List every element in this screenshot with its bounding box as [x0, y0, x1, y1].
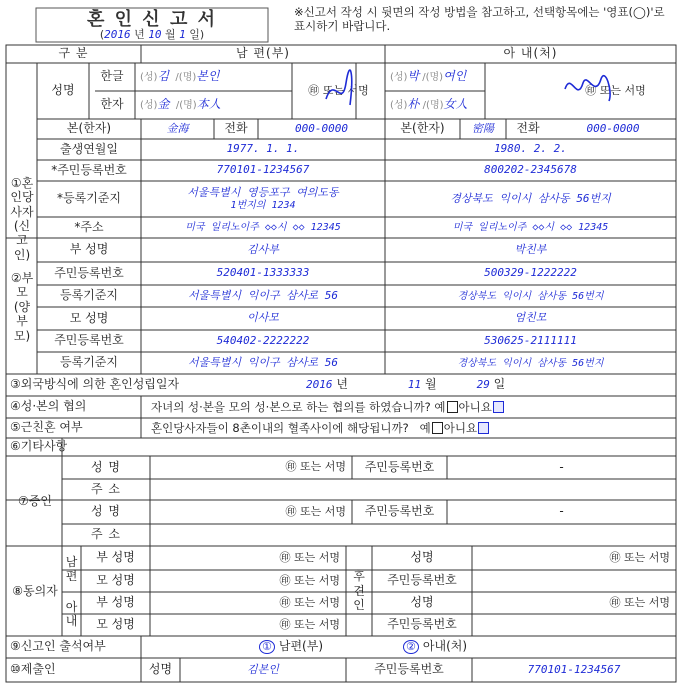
consent-husband-mother-label: 모 성명	[96, 573, 135, 588]
submitter-rrn-label: 주민등록번호	[374, 662, 444, 677]
surname-agreement-no-label: 아니요	[458, 399, 492, 414]
wife-reg[interactable]: 경상북도 익이시 삼사동 56번지	[450, 191, 611, 205]
foreign-date-value[interactable]	[266, 374, 676, 396]
guardian2-rrn-label: 주민등록번호	[387, 617, 457, 632]
husband-father-rrn[interactable]: 520401-1333333	[216, 266, 310, 280]
surname-prefix: (성)	[390, 71, 408, 83]
foreign-year-unit: 년	[336, 377, 348, 392]
guardian1-sign[interactable]: ㊞ 또는 서명	[609, 550, 670, 564]
husband-signature[interactable]	[292, 63, 385, 119]
hangul-label: 한글	[100, 69, 124, 84]
name-label: 성명	[51, 83, 75, 98]
witness2-address-label: 주 소	[91, 527, 121, 542]
guardian2-sign[interactable]: ㊞ 또는 서명	[609, 595, 670, 609]
kinship-row	[141, 418, 676, 438]
attendance-option2-mark[interactable]: ②	[403, 640, 419, 654]
witness2-rrn[interactable]: -	[559, 504, 564, 519]
wife-address[interactable]: 미국 일리노이주 ◇◇시 ◇◇ 12345	[452, 222, 609, 233]
surname-prefix: (성)	[140, 99, 158, 111]
husband-mother-name[interactable]: 이사모	[247, 311, 279, 325]
husband-father-name[interactable]: 김사부	[247, 242, 279, 256]
attendance-option1: 남편(부)	[278, 639, 324, 654]
kinship-question: 혼인당사자들이 8촌이내의 혈족사이에 해당됩니까?	[151, 420, 409, 435]
surname-agreement-yes-checkbox[interactable]	[447, 401, 458, 413]
husband-reg-line1: 서울특별시 영등포구 여의도동	[187, 186, 339, 200]
wife-surname-hangul: 박	[407, 69, 420, 84]
report-day: 1	[179, 28, 186, 41]
hanja-label: 한자	[100, 97, 124, 112]
wife-father-reg[interactable]: 경상북도 익이시 삼사동 56번지	[457, 290, 604, 302]
wife-father-rrn[interactable]: 500329-1222222	[484, 266, 577, 280]
wife-phone-label: 전화	[516, 121, 540, 136]
given-prefix: /(명)	[422, 99, 444, 111]
husband-phone-label: 전화	[224, 121, 248, 136]
column-wife-header: 아 내(처)	[503, 46, 558, 61]
submitter-name[interactable]: 김본인	[247, 662, 279, 676]
kinship-label: ⑤근친혼 여부	[10, 420, 83, 435]
husband-phone[interactable]: 000-0000	[295, 121, 348, 135]
report-month: 10	[148, 28, 162, 41]
submitter-label: ⑩제출인	[10, 662, 56, 677]
wife-hanja-name[interactable]	[386, 91, 485, 119]
kinship-yes-label: 예	[419, 420, 431, 435]
husband-hanja-name[interactable]	[136, 91, 292, 119]
consent-husband-label: 남편	[65, 554, 78, 583]
witness-section-label: ⑦증인	[18, 493, 52, 508]
guardian2-name-label: 성명	[410, 595, 434, 610]
wife-mother-reg[interactable]: 경상북도 익이시 삼사동 56번지	[457, 357, 604, 369]
wife-rrn[interactable]: 800202-2345678	[484, 163, 577, 177]
report-date-open: (	[99, 28, 105, 41]
column-section-header: 구 분	[58, 46, 89, 61]
husband-sign-label: ㊞ 또는 서명	[308, 83, 369, 97]
wife-bon[interactable]: 密陽	[472, 121, 494, 135]
father-rrn-label: 주민등록번호	[54, 265, 124, 280]
attendance-option1-mark[interactable]: ①	[259, 640, 275, 654]
mother-rrn-label: 주민등록번호	[54, 333, 124, 348]
given-prefix: /(명)	[175, 71, 197, 83]
foreign-day-unit: 일	[493, 377, 506, 392]
wife-surname-hanja: 朴	[407, 97, 420, 112]
surname-agreement-yes-label: 예	[434, 399, 446, 414]
kinship-yes-checkbox[interactable]	[432, 422, 443, 434]
wife-given-hangul: 여인	[443, 69, 467, 84]
wife-signature-mark	[561, 69, 617, 109]
husband-reg-line2: 1번지의 1234	[230, 199, 296, 211]
surname-agreement-label: ④성·본의 협의	[10, 399, 87, 414]
guardian1-rrn-label: 주민등록번호	[387, 573, 457, 588]
foreign-month-unit: 월	[425, 377, 437, 392]
wife-hangul-name[interactable]	[386, 63, 485, 91]
husband-hangul-name[interactable]	[136, 63, 292, 91]
instruction-note: ※신고서 작성 시 뒷면의 작성 방법을 참고하고, 선택항목에는 '영표(◯)'로 표시하기 바랍니다.	[294, 6, 665, 33]
guardian-label: 후견인	[353, 569, 365, 613]
reg-label: *등록기준지	[57, 191, 121, 206]
parents-section-label: ②부모(양부모)	[10, 271, 34, 343]
report-date	[40, 28, 264, 42]
surname-prefix: (성)	[140, 71, 158, 83]
form-title: 혼 인 신 고 서	[86, 9, 217, 31]
wife-mother-name[interactable]: 엄친모	[514, 311, 547, 325]
given-prefix: /(명)	[422, 71, 444, 83]
consent-wife-mother-sign[interactable]: ㊞ 또는 서명	[279, 617, 340, 631]
husband-signature-mark	[320, 69, 360, 113]
wife-bon-label: 본(한자)	[400, 121, 445, 136]
wife-father-name[interactable]: 박친부	[514, 242, 547, 256]
witness1-name-label: 성 명	[91, 459, 121, 474]
other-label: ⑥기타사항	[10, 439, 68, 454]
surname-agreement-question: 자녀의 성·본을 모의 성·본으로 하는 협의를 하였습니까?	[151, 399, 431, 414]
witness2-name-label: 성 명	[91, 504, 121, 519]
consent-husband-father-label: 부 성명	[96, 550, 135, 565]
husband-reg[interactable]	[141, 181, 385, 217]
foreign-day: 29	[476, 377, 490, 391]
consent-section-label: ⑧동의자	[12, 583, 58, 598]
husband-given-hangul: 본인	[196, 69, 220, 84]
kinship-no-label: 아니요	[443, 420, 478, 435]
foreign-date-label: ③외국방식에 의한 혼인성립일자	[10, 377, 180, 392]
bon-label: 본(한자)	[66, 121, 112, 136]
submitter-name-label: 성명	[148, 662, 173, 677]
surname-agreement-row	[141, 396, 676, 418]
surname-prefix: (성)	[390, 99, 408, 111]
husband-address[interactable]: 미국 일리노이주 ◇◇시 ◇◇ 12345	[185, 222, 341, 233]
guardian1-name-label: 성명	[410, 550, 434, 565]
witness2-sign[interactable]: ㊞ 또는 서명	[285, 504, 346, 518]
rrn-label: *주민등록번호	[51, 162, 127, 177]
husband-birth[interactable]: 1977. 1. 1.	[226, 142, 300, 156]
foreign-year: 2016	[306, 377, 333, 391]
witness2-rrn-label: 주민등록번호	[364, 504, 435, 519]
given-prefix: /(명)	[175, 99, 197, 111]
husband-surname-hangul: 김	[157, 69, 170, 84]
husband-mother-reg[interactable]: 서울특별시 익이구 삼사로 56	[188, 355, 338, 369]
wife-birth[interactable]: 1980. 2. 2.	[494, 142, 567, 156]
surname-agreement-no-checkbox[interactable]	[493, 401, 504, 413]
parties-section-label: ①혼인당사자(신고인)	[10, 175, 34, 262]
wife-sign-label: ㊞ 또는 서명	[585, 83, 646, 97]
column-husband-header: 남 편(부)	[236, 46, 290, 61]
witness1-sign[interactable]: ㊞ 또는 서명	[285, 460, 346, 474]
husband-father-reg[interactable]: 서울특별시 익이구 삼사로 56	[188, 288, 338, 302]
consent-wife-father-label: 부 성명	[96, 595, 135, 610]
report-month-unit: 월	[165, 28, 176, 41]
attendance-option2: 아내(처)	[422, 639, 468, 654]
consent-wife-label: 아내	[65, 599, 78, 628]
husband-rrn[interactable]: 770101-1234567	[216, 163, 310, 177]
mother-name-label: 모 성명	[69, 310, 109, 325]
report-year: 2016	[104, 28, 131, 41]
foreign-month: 11	[407, 377, 422, 391]
wife-signature[interactable]	[485, 63, 676, 119]
birth-label: 출생연월일	[60, 141, 118, 156]
husband-given-hanja: 本人	[196, 97, 221, 112]
consent-husband-father-sign[interactable]: ㊞ 또는 서명	[279, 550, 340, 564]
attendance-options	[141, 636, 676, 658]
witness1-rrn[interactable]: -	[559, 459, 564, 474]
father-name-label: 부 성명	[69, 242, 109, 257]
mother-reg-label: 등록기준지	[60, 355, 118, 370]
report-year-unit: 년	[134, 28, 145, 41]
witness1-address-label: 주 소	[91, 481, 121, 496]
consent-wife-father-sign[interactable]: ㊞ 또는 서명	[279, 595, 340, 609]
witness1-rrn-label: 주민등록번호	[364, 459, 435, 474]
husband-surname-hanja: 金	[157, 97, 170, 112]
submitter-rrn[interactable]: 770101-1234567	[527, 662, 621, 676]
husband-mother-rrn[interactable]: 540402-2222222	[216, 333, 310, 347]
report-day-unit: 일)	[189, 28, 205, 41]
husband-bon[interactable]: 金海	[166, 121, 189, 135]
consent-wife-mother-label: 모 성명	[96, 617, 135, 632]
address-label: *주소	[74, 219, 104, 234]
kinship-no-checkbox[interactable]	[478, 422, 489, 434]
wife-phone[interactable]: 000-0000	[586, 121, 640, 135]
wife-mother-rrn[interactable]: 530625-2111111	[484, 333, 577, 347]
wife-given-hanja: 女人	[443, 97, 468, 112]
attendance-label: ⑨신고인 출석여부	[10, 639, 106, 654]
father-reg-label: 등록기준지	[60, 288, 118, 303]
consent-husband-mother-sign[interactable]: ㊞ 또는 서명	[279, 573, 340, 587]
